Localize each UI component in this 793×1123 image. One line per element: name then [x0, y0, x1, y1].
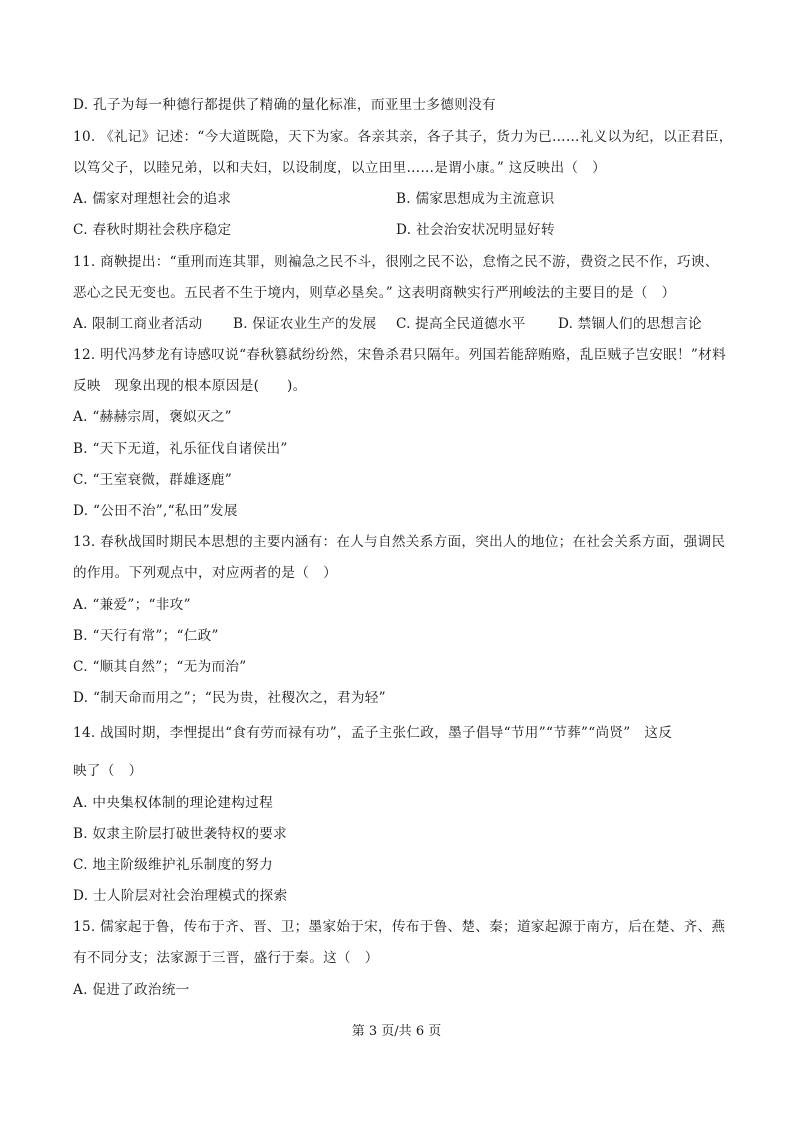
option-d: D. 禁锢人们的思想言论 — [558, 316, 702, 332]
page-footer: 第 3 页/共 6 页 — [351, 1024, 442, 1039]
option-c: C. 提高全民道德水平 — [396, 316, 526, 332]
question-10-stem-cont: 以笃父子，以睦兄弟，以和夫妇，以设制度，以立田里……是谓小康。” 这反映出（ ） — [73, 160, 607, 176]
question-13-stem-cont: 的作用。下列观点中，对应两者的是（ ） — [73, 565, 337, 581]
option-a: A. 限制工商业者活动 — [73, 316, 203, 332]
option-line: D. 孔子为每一种德行都提供了精确的量化标准，而亚里士多德则没有 — [73, 97, 496, 113]
question-15-stem: 15. 儒家起于鲁，传布于齐、晋、卫；墨家始于宋，传布于鲁、楚、秦；道家起源于南方，后在楚、齐、燕 — [73, 919, 726, 935]
option-d: D. 士人阶层对社会治理模式的探索 — [73, 888, 288, 904]
question-11-stem: 11. 商鞅提出：“重刑而连其罪，则褊急之民不斗，很刚之民不讼，怠惰之民不游，费资之民不作，巧谀、 — [73, 254, 719, 270]
option-b: B. 保证农业生产的发展 — [233, 316, 377, 332]
option-a: A. 促进了政治统一 — [73, 982, 190, 998]
option-b: B. “天行有常”；“仁政” — [73, 628, 219, 644]
option-a: A. 中央集权体制的理论建构过程 — [73, 795, 273, 811]
option-c: C. “顺其自然”；“无为而治” — [73, 659, 247, 675]
question-11-stem-cont: 恶心之民无变也。五民者不生于境内，则草必垦矣。” 这表明商鞅实行严刑峻法的主要目的是（ ） — [73, 285, 676, 301]
question-15-stem-cont: 有不同分支；法家源于三晋，盛行于秦。这（ ） — [73, 950, 379, 966]
option-b: B. “天下无道，礼乐征伐自诸侯出” — [73, 441, 288, 457]
option-c: C. 地主阶级维护礼乐制度的努力 — [73, 857, 274, 873]
option-d: D. “公田不治”,“私田”发展 — [73, 503, 238, 519]
question-14-stem-cont: 映了（ ） — [73, 763, 143, 779]
option-a: A. “赫赫宗周，褒姒灭之” — [73, 409, 232, 425]
option-a: A. “兼爱”；“非攻” — [73, 597, 191, 613]
option-c: C. 春秋时期社会秩序稳定 — [73, 222, 232, 238]
option-d: D. 社会治安状况明显好转 — [396, 222, 555, 238]
question-12-stem-cont: 反映 现象出现的根本原因是( )。 — [73, 378, 307, 394]
option-c: C. “王室衰微，群雄逐鹿” — [73, 472, 233, 488]
question-14-stem: 14. 战国时期，李悝提出“食有劳而禄有功”，孟子主张仁政，墨子倡导“节用”“节葬”“尚贤” 这反 — [73, 725, 673, 741]
option-d: D. “制天命而用之”；“民为贵，社稷次之，君为轻” — [73, 690, 386, 706]
option-b: B. 儒家思想成为主流意识 — [396, 191, 555, 207]
option-a: A. 儒家对理想社会的追求 — [73, 191, 232, 207]
option-b: B. 奴隶主阶层打破世袭特权的要求 — [73, 826, 288, 842]
question-13-stem: 13. 春秋战国时期民本思想的主要内涵有：在人与自然关系方面，突出人的地位；在社会关系方面，强调民 — [73, 534, 726, 550]
question-10-stem: 10. 《礼记》记述：“今大道既隐，天下为家。各亲其亲，各子其子，货力为已……礼义以为纪，以正君臣， — [73, 129, 733, 145]
question-12-stem: 12. 明代冯梦龙有诗感叹说“春秋篡弑纷纷然，宋鲁杀君只隔年。列国若能辞贿赂，乱臣贼子岂安眠！”材料 — [73, 347, 726, 363]
